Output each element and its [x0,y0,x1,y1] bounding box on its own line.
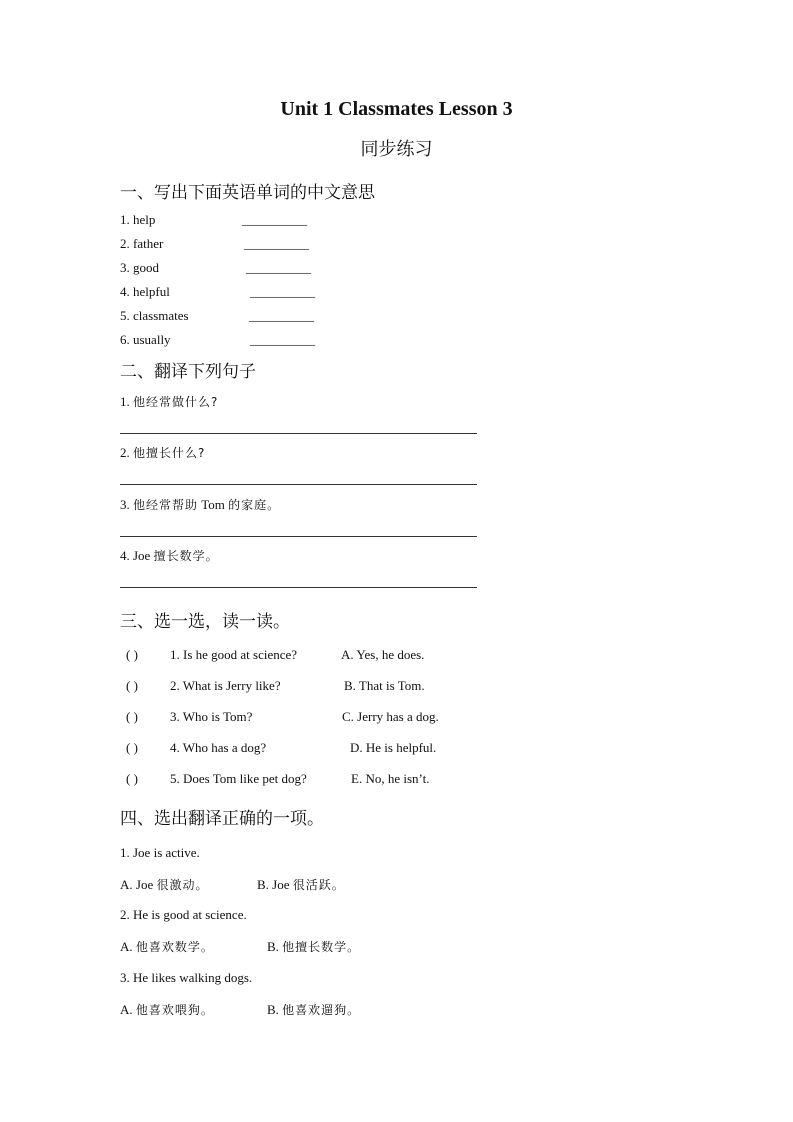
vocab-word: 3. good [120,260,159,275]
match-question: 5. Does Tom like pet dog? [170,771,307,786]
translate-chinese: 他经常帮助 [133,498,199,512]
vocab-word: 5. classmates [120,308,189,323]
option-chinese: 他喜欢喂狗。 [135,1003,214,1017]
choice-option-a[interactable] [120,938,214,955]
answer-line[interactable] [120,536,477,537]
option-chinese: 很激动。 [156,878,209,892]
option-chinese: 很活跃。 [292,878,345,892]
translate-chinese: 他擅长什么? [133,446,206,460]
choice-option-b[interactable] [267,938,360,955]
option-chinese: 他喜欢数学。 [135,940,214,954]
choice-question: 2. He is good at science. [120,907,247,922]
section-4-heading: 四、选出翻译正确的一项。 [120,809,324,829]
translate-prefix: 4. Joe [120,548,154,563]
vocab-word: 2. father [120,236,164,251]
vocab-blank[interactable]: __________ [250,332,315,347]
answer-line[interactable] [120,433,477,434]
option-prefix: A. [120,939,136,954]
translate-prefix: 1. [120,394,133,409]
section-1-heading: 一、写出下面英语单词的中文意思 [120,183,375,203]
vocab-word: 6. usually [120,332,171,347]
match-question: 4. Who has a dog? [170,740,267,755]
option-chinese: 他擅长数学。 [282,940,361,954]
translate-prompt [120,496,280,513]
translate-prompt [120,547,219,564]
option-prefix: A. Joe [120,877,157,892]
translate-chinese: 的家庭。 [228,498,281,512]
choice-option-b[interactable] [257,876,345,893]
option-prefix: B. [267,1002,283,1017]
match-option: A. Yes, he does. [341,647,425,662]
answer-line[interactable] [120,484,477,485]
translate-english: Tom [198,497,229,512]
vocab-word: 1. help [120,212,156,227]
vocab-blank[interactable]: __________ [244,236,309,251]
choice-option-a[interactable] [120,876,208,893]
match-option: E. No, he isn’t. [351,771,430,786]
option-prefix: A. [120,1002,136,1017]
answer-line[interactable] [120,587,477,588]
page-subtitle: 同步练习 [360,139,433,160]
answer-paren[interactable]: ( ) [126,647,138,662]
choice-option-a[interactable] [120,1001,214,1018]
translate-prompt [120,393,218,410]
option-prefix: B. Joe [257,877,293,892]
match-option: D. He is helpful. [350,740,437,755]
choice-option-b[interactable] [267,1001,360,1018]
translate-prompt [120,444,205,461]
match-question: 3. Who is Tom? [170,709,253,724]
vocab-blank[interactable]: __________ [249,308,314,323]
answer-paren[interactable]: ( ) [126,709,138,724]
match-option: C. Jerry has a dog. [342,709,439,724]
option-chinese: 他喜欢遛狗。 [282,1003,361,1017]
section-2-heading: 二、翻译下列句子 [120,362,256,382]
translate-prefix: 3. [120,497,133,512]
vocab-blank[interactable]: __________ [246,260,311,275]
option-prefix: B. [267,939,283,954]
answer-paren[interactable]: ( ) [126,771,138,786]
match-question: 1. Is he good at science? [170,647,298,662]
vocab-word: 4. helpful [120,284,170,299]
page-title: Unit 1 Classmates Lesson 3 [280,98,513,120]
section-3-heading: 三、选一选，读一读。 [120,612,290,632]
answer-paren[interactable]: ( ) [126,678,138,693]
vocab-blank[interactable]: __________ [250,284,315,299]
match-option: B. That is Tom. [344,678,425,693]
choice-question: 3. He likes walking dogs. [120,970,253,985]
match-question: 2. What is Jerry like? [170,678,281,693]
choice-question: 1. Joe is active. [120,845,200,860]
answer-paren[interactable]: ( ) [126,740,138,755]
vocab-blank[interactable]: __________ [242,212,307,227]
translate-chinese: 他经常做什么? [133,395,219,409]
translate-chinese: 擅长数学。 [153,549,219,563]
translate-prefix: 2. [120,445,133,460]
